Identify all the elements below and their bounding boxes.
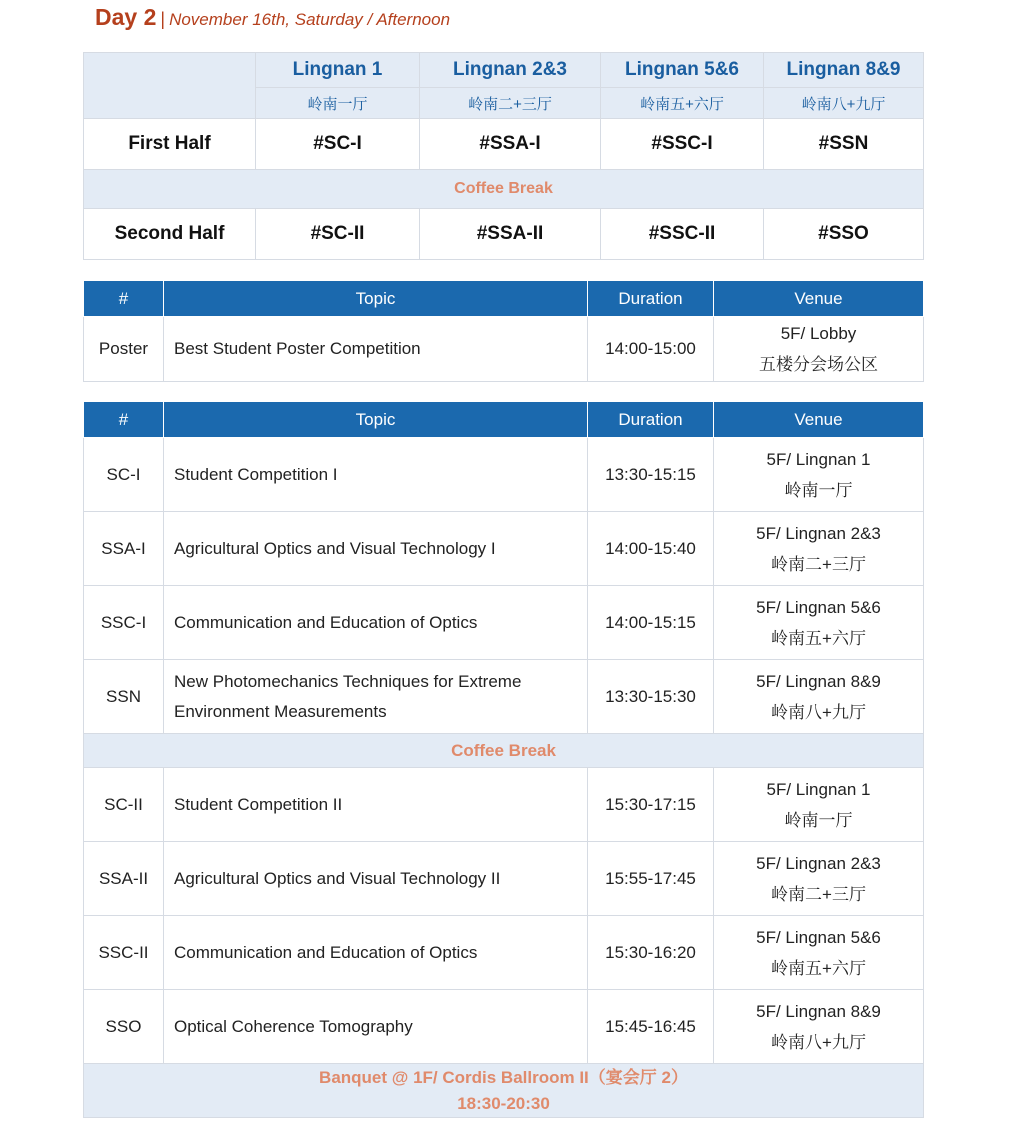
room-cn-name: 岭南五+六厅 (601, 88, 764, 119)
day-title: Day 2 (95, 4, 157, 30)
session-topic: Agricultural Optics and Visual Technology II (164, 842, 588, 916)
session-id: SSO (84, 990, 164, 1064)
column-header-venue: Venue (714, 402, 924, 438)
session-duration: 13:30-15:15 (588, 438, 714, 512)
venue-en: 5F/ Lingnan 5&6 (756, 597, 881, 617)
venue-cn: 岭南八+九厅 (771, 1032, 866, 1052)
coffee-break-row (84, 734, 924, 768)
venue-en: 5F/ Lingnan 1 (766, 779, 871, 799)
session-row (84, 660, 924, 734)
session-row (84, 586, 924, 660)
session-code: #SC-II (256, 209, 420, 260)
session-venue (714, 842, 924, 916)
session-duration: 14:00-15:15 (588, 586, 714, 660)
session-duration: 15:45-16:45 (588, 990, 714, 1064)
session-id: Poster (84, 317, 164, 382)
first-half-label: First Half (84, 119, 256, 170)
room-name: Lingnan 2&3 (420, 53, 601, 88)
session-code: #SSO (764, 209, 924, 260)
session-row (84, 512, 924, 586)
grid-coffee-break-row (84, 170, 924, 209)
session-venue (714, 586, 924, 660)
topic-line: Environment Measurements (174, 701, 387, 721)
session-code: #SSA-I (420, 119, 601, 170)
session-duration: 15:30-16:20 (588, 916, 714, 990)
venue-cn: 岭南一厅 (784, 480, 853, 500)
session-duration: 14:00-15:40 (588, 512, 714, 586)
corner-cell (84, 53, 256, 119)
session-topic: Best Student Poster Competition (164, 317, 588, 382)
column-header-topic: Topic (164, 402, 588, 438)
session-venue (714, 512, 924, 586)
venue-en: 5F/ Lingnan 2&3 (756, 523, 881, 543)
room-name-row (84, 53, 924, 88)
session-venue (714, 768, 924, 842)
grid-coffee-break: Coffee Break (84, 170, 924, 209)
title-separator: | (160, 9, 166, 29)
venue-cn: 岭南二+三厅 (771, 884, 866, 904)
session-row (84, 842, 924, 916)
session-row (84, 438, 924, 512)
room-name: Lingnan 5&6 (601, 53, 764, 88)
session-id: SSC-II (84, 916, 164, 990)
session-topic: Communication and Education of Optics (164, 916, 588, 990)
session-code: #SSN (764, 119, 924, 170)
session-topic: Agricultural Optics and Visual Technology I (164, 512, 588, 586)
venue-cn: 岭南一厅 (784, 810, 853, 830)
session-id: SSN (84, 660, 164, 734)
session-venue (714, 916, 924, 990)
session-venue (714, 317, 924, 382)
poster-table-header (84, 281, 924, 317)
poster-table (83, 280, 924, 382)
banquet-venue: Banquet @ 1F/ Cordis Ballroom II（宴会厅 2） (319, 1067, 688, 1087)
session-id: SC-II (84, 768, 164, 842)
session-topic: Student Competition I (164, 438, 588, 512)
session-topic: Student Competition II (164, 768, 588, 842)
venue-en: 5F/ Lingnan 5&6 (756, 927, 881, 947)
venue-cn: 五楼分会场公区 (759, 355, 878, 374)
session-id: SSC-I (84, 586, 164, 660)
venue-en: 5F/ Lingnan 1 (766, 449, 871, 469)
banquet-row (84, 1064, 924, 1118)
column-header-id: # (84, 402, 164, 438)
session-topic (164, 660, 588, 734)
session-code: #SSC-II (601, 209, 764, 260)
session-row (84, 768, 924, 842)
session-code: #SC-I (256, 119, 420, 170)
column-header-id: # (84, 281, 164, 317)
room-cn-name: 岭南一厅 (256, 88, 420, 119)
banquet-cell (84, 1064, 924, 1118)
room-name: Lingnan 8&9 (764, 53, 924, 88)
venue-cn: 岭南五+六厅 (771, 628, 866, 648)
first-half-row (84, 119, 924, 170)
session-row (84, 916, 924, 990)
topic-line: New Photomechanics Techniques for Extreme (174, 671, 522, 691)
session-duration: 14:00-15:00 (588, 317, 714, 382)
venue-en: 5F/ Lingnan 2&3 (756, 853, 881, 873)
session-row (84, 990, 924, 1064)
room-cn-name: 岭南二+三厅 (420, 88, 601, 119)
room-overview-table (83, 52, 924, 260)
session-duration: 15:55-17:45 (588, 842, 714, 916)
second-half-row (84, 209, 924, 260)
column-header-venue: Venue (714, 281, 924, 317)
venue-cn: 岭南二+三厅 (771, 554, 866, 574)
column-header-duration: Duration (588, 281, 714, 317)
session-id: SC-I (84, 438, 164, 512)
room-name: Lingnan 1 (256, 53, 420, 88)
session-venue (714, 990, 924, 1064)
coffee-break: Coffee Break (84, 734, 924, 768)
sessions-table (83, 401, 924, 1118)
session-id: SSA-I (84, 512, 164, 586)
session-duration: 13:30-15:30 (588, 660, 714, 734)
banquet-time: 18:30-20:30 (457, 1093, 550, 1113)
day-heading (95, 4, 450, 34)
session-code: #SSC-I (601, 119, 764, 170)
sessions-table-header (84, 402, 924, 438)
session-venue (714, 438, 924, 512)
column-header-topic: Topic (164, 281, 588, 317)
venue-en: 5F/ Lingnan 8&9 (756, 1001, 881, 1021)
session-topic: Optical Coherence Tomography (164, 990, 588, 1064)
venue-cn: 岭南五+六厅 (771, 958, 866, 978)
room-cn-name: 岭南八+九厅 (764, 88, 924, 119)
session-code: #SSA-II (420, 209, 601, 260)
session-venue (714, 660, 924, 734)
poster-row (84, 317, 924, 382)
venue-en: 5F/ Lingnan 8&9 (756, 671, 881, 691)
column-header-duration: Duration (588, 402, 714, 438)
session-topic: Communication and Education of Optics (164, 586, 588, 660)
day-subtitle: November 16th, Saturday / Afternoon (169, 10, 451, 29)
second-half-label: Second Half (84, 209, 256, 260)
session-duration: 15:30-17:15 (588, 768, 714, 842)
session-id: SSA-II (84, 842, 164, 916)
venue-en: 5F/ Lobby (780, 324, 857, 343)
venue-cn: 岭南八+九厅 (771, 702, 866, 722)
